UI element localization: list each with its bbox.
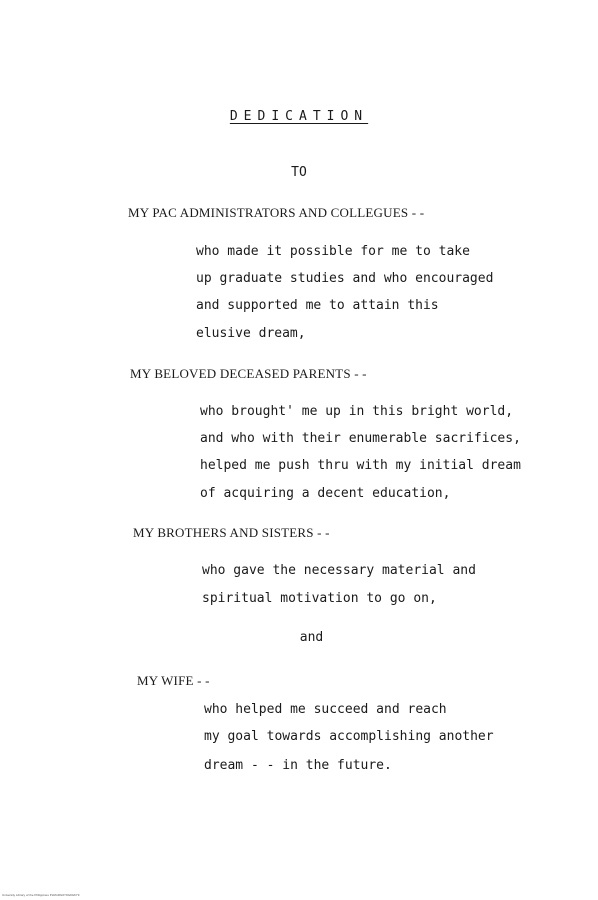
section-line: who helped me succeed and reach: [204, 702, 447, 717]
conjunction-and: and: [299, 630, 324, 645]
section-heading-wife: MY WIFE - -: [137, 673, 210, 688]
section-heading-administrators: MY PAC ADMINISTRATORS AND COLLEGUES - -: [128, 205, 425, 220]
section-line: spiritual motivation to go on,: [202, 591, 437, 606]
section-line: who brought' me up in this bright world,: [200, 404, 514, 419]
section-line: up graduate studies and who encouraged: [196, 271, 494, 286]
to-label: TO: [291, 165, 307, 180]
section-line: my goal towards accomplishing another: [204, 729, 494, 744]
dedication-title: DEDICATION: [229, 109, 369, 124]
section-heading-parents: MY BELOVED DECEASED PARENTS - -: [130, 366, 367, 381]
section-line: of acquiring a decent education,: [200, 486, 451, 501]
section-line: dream - - in the future.: [204, 758, 392, 773]
section-line: and who with their enumerable sacrifices,: [200, 431, 521, 446]
section-line: elusive dream,: [196, 326, 306, 341]
section-line: helped me push thru with my initial dream: [200, 458, 521, 473]
section-heading-siblings: MY BROTHERS AND SISTERS - -: [133, 525, 330, 540]
footer-watermark: University Library of the Philippines PLRGRG6Y9G9G6Y9: [2, 893, 80, 897]
section-line: and supported me to attain this: [196, 298, 439, 313]
section-line: who gave the necessary material and: [202, 563, 476, 578]
section-line: who made it possible for me to take: [196, 244, 470, 259]
